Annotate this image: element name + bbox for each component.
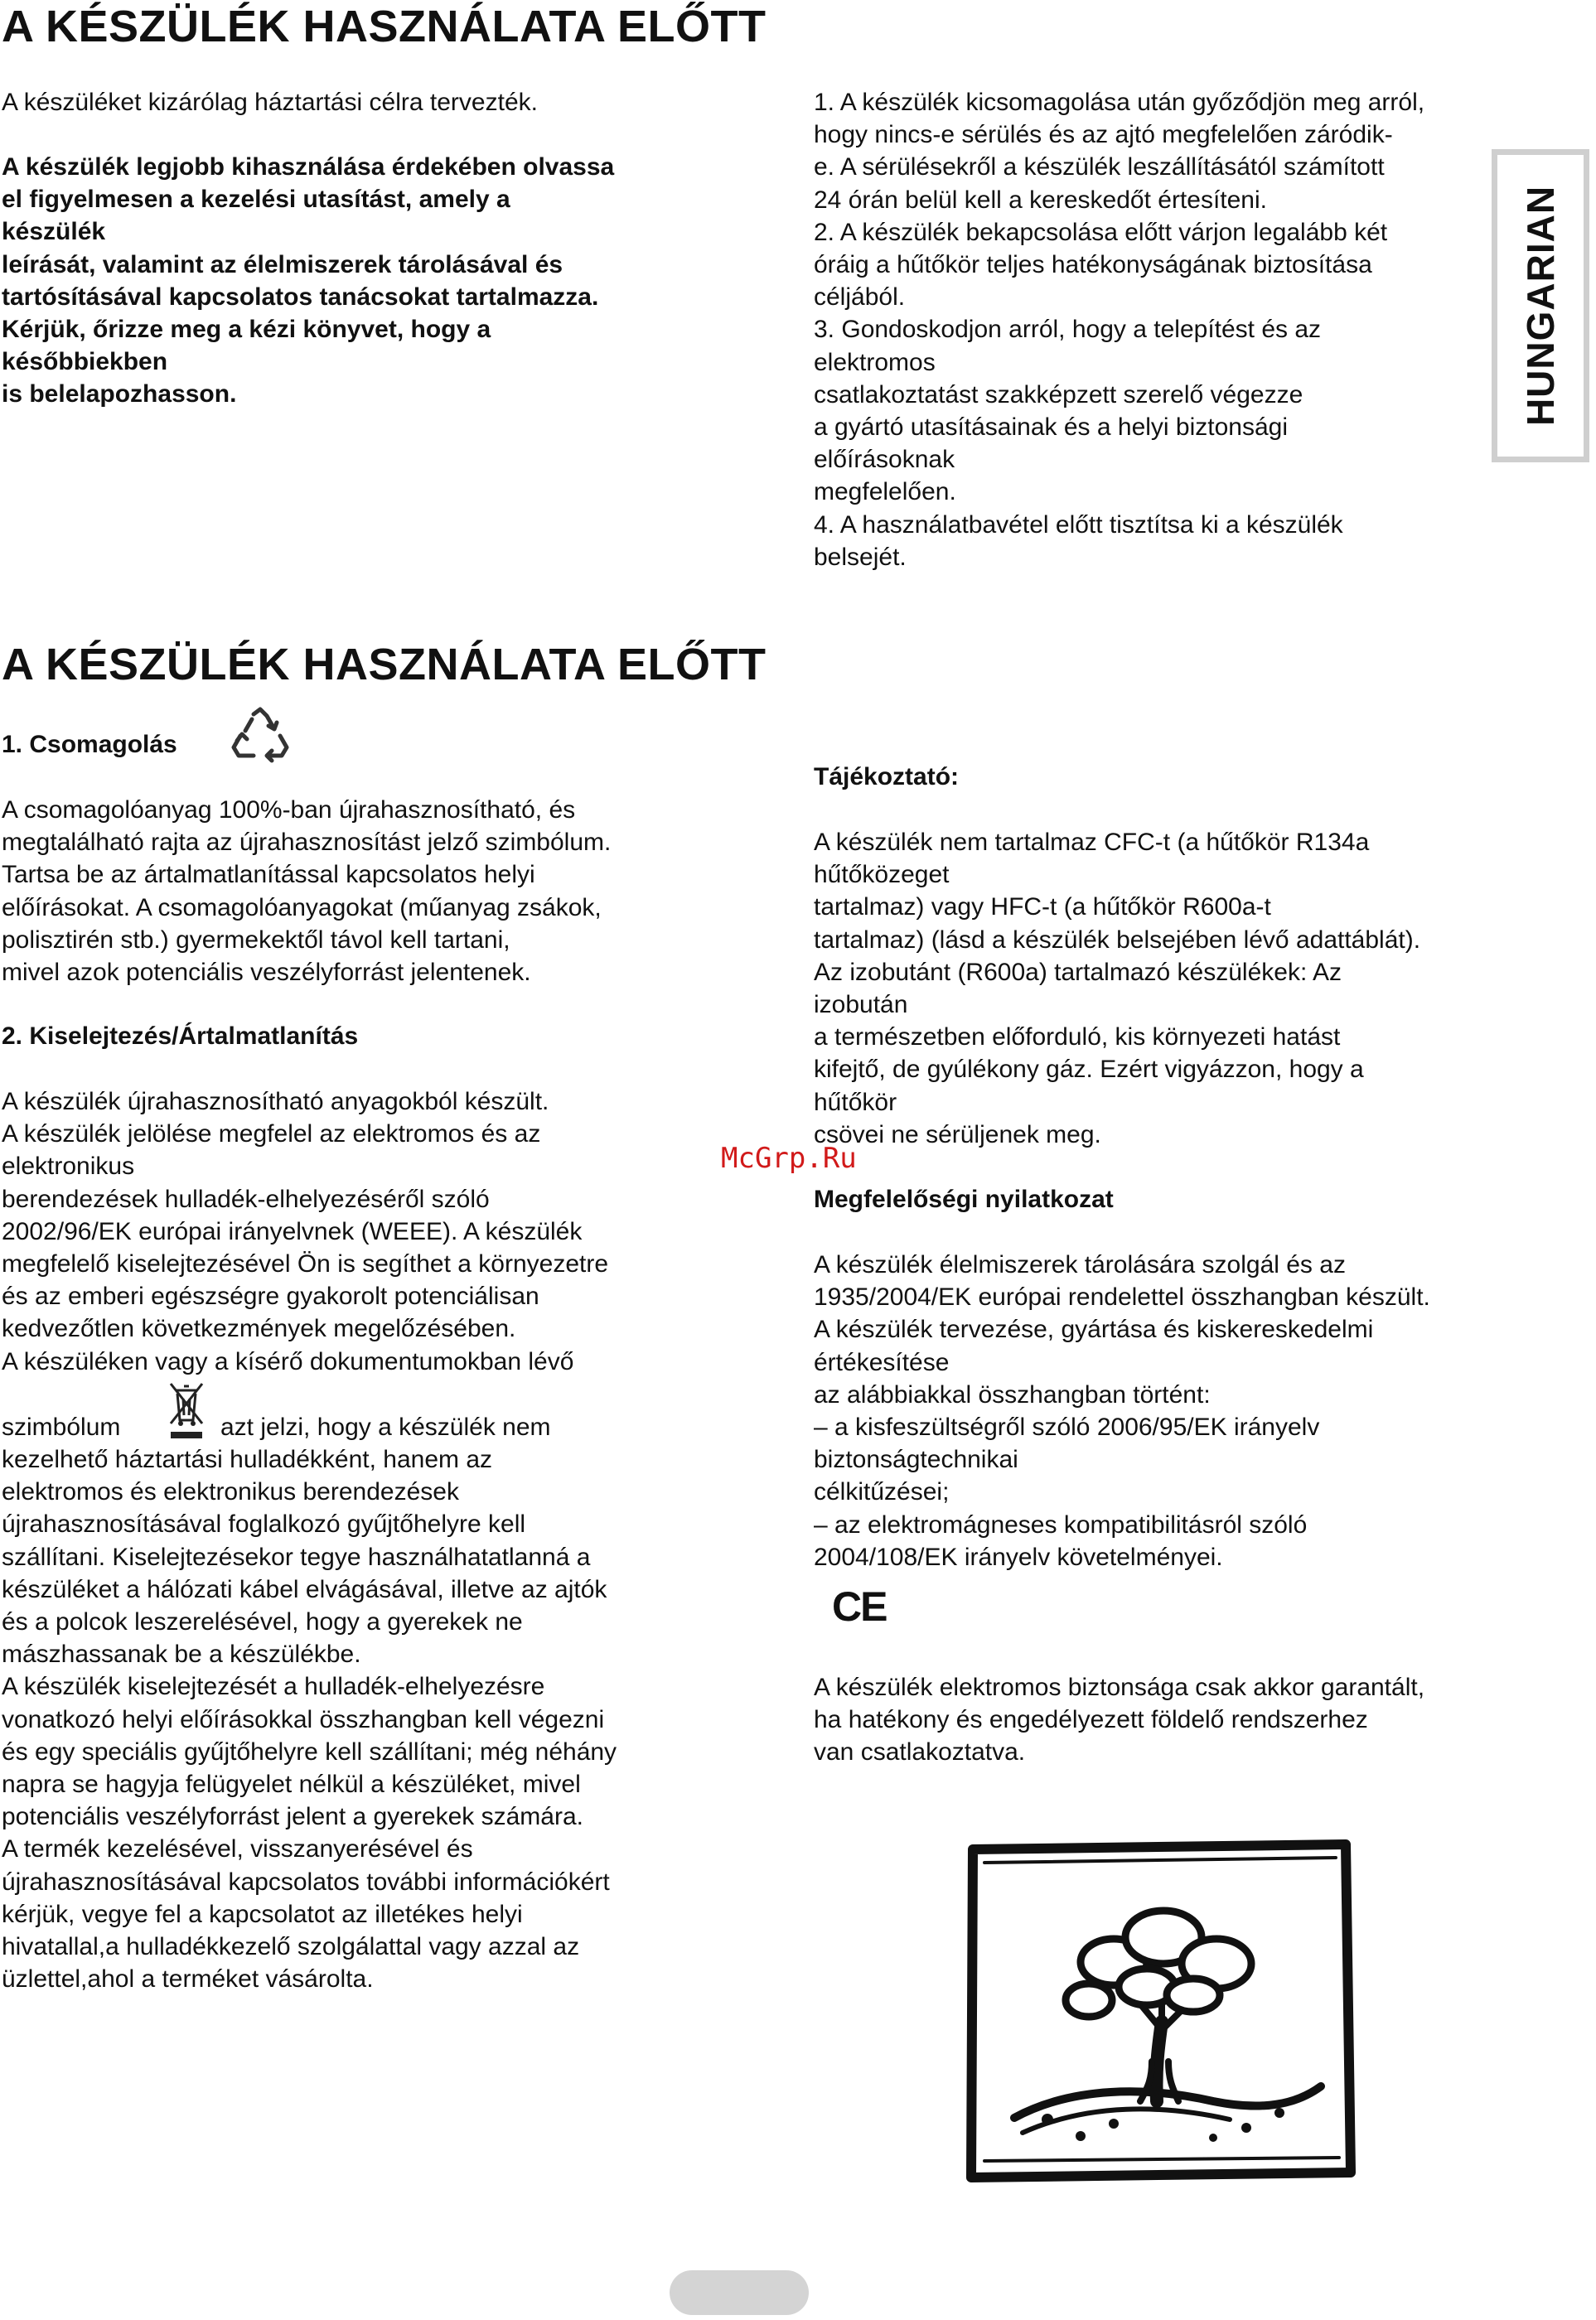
text-line: – a kisfeszültségről szóló 2006/95/EK irányelv <box>814 1414 1320 1442</box>
text-line: megfelelően. <box>814 478 956 506</box>
text-line: kérjük, vegye fel a kapcsolatot az illetékes helyi <box>2 1900 523 1928</box>
text-line: polisztirén stb.) gyermekektől távol kell tartani, <box>2 926 510 954</box>
conformity-paragraph <box>814 1249 1543 1573</box>
text-line: újrahasznosításával foglalkozó gyűjtőhelyre kell <box>2 1510 526 1539</box>
text-line: és a polcok leszerelésével, hogy a gyerekek ne <box>2 1608 523 1636</box>
text-line: A készülék nem tartalmaz CFC-t (a hűtőkör R134a <box>814 829 1370 856</box>
text-line: van csatlakoztatva. <box>814 1738 1026 1767</box>
section1-steps <box>814 86 1518 573</box>
page-number-badge <box>670 2270 809 2315</box>
text-line: tartalmaz) (lásd a készülék belsejében lévő adattáblát). <box>814 926 1421 954</box>
text-line: A készülék kiselejtezését a hulladék-elhelyezésre <box>2 1673 545 1701</box>
recycle-icon <box>229 706 292 764</box>
text-line: az alábbiakkal összhangban történt: <box>814 1380 1211 1409</box>
disposal-paragraph-a <box>2 1085 747 1378</box>
disposal-paragraph-b <box>2 1443 747 1995</box>
text-line: 1935/2004/EK európai rendelettel összhangban készült. <box>814 1283 1430 1312</box>
text-line: Kérjük, őrizze meg a kézi könyvet, hogy a <box>2 316 491 344</box>
text-line: a gyártó utasításainak és a helyi biztonsági <box>814 413 1289 442</box>
text-line: biztonságtechnikai <box>814 1446 1018 1474</box>
text-line: 2004/108/EK irányelv követelményei. <box>814 1543 1223 1571</box>
text-line: Tartsa be az ártalmatlanítással kapcsolatos helyi <box>2 861 535 889</box>
text-line: is belelapozhasson. <box>2 380 237 408</box>
text-line: kifejtő, de gyúlékony gáz. Ezért vigyázzon, hogy a <box>814 1056 1364 1084</box>
text-line: A készülék elektromos biztonsága csak akkor garantált, <box>814 1674 1425 1701</box>
disposal-title: 2. Kiselejtezés/Ártalmatlanítás <box>2 1022 359 1050</box>
text-line: 4. A használatbavétel előtt tisztítsa ki a készülék <box>814 510 1343 539</box>
text-line: kedvezőtlen következmények megelőzésében. <box>2 1315 516 1343</box>
text-line: 2. A készülék bekapcsolása előtt várjon legalább két <box>814 218 1388 246</box>
text-line: A termék kezelésével, visszanyerésével és <box>2 1835 473 1863</box>
section1-intro: A készüléket kizárólag háztartási célra tervezték. <box>2 89 538 116</box>
text-line: Az izobutánt (R600a) tartalmazó készülékek: Az <box>814 958 1342 986</box>
text-line: elektromos <box>814 348 936 376</box>
tree-illustration-icon <box>965 1838 1361 2186</box>
section1-bold-paragraph <box>2 151 747 411</box>
text-line: készüléket a hálózati kábel elvágásával, illetve az ajtók <box>2 1575 607 1603</box>
ce-mark-icon: CE <box>832 1583 887 1630</box>
text-line: kezelhető háztartási hulladékként, hanem az <box>2 1446 493 1473</box>
text-line: A készülék jelölése megfelel az elektromos és az <box>2 1120 541 1148</box>
text-line: belsejét. <box>814 543 907 571</box>
text-line: berendezések hulladék-elhelyezéséről szóló <box>2 1185 490 1213</box>
text-line: e. A sérülésekről a készülék leszállításától számított <box>814 153 1385 181</box>
text-line: újrahasznosításával kapcsolatos további információkért <box>2 1868 610 1896</box>
text-line: szállítani. Kiselejtezésekor tegye használhatatlanná a <box>2 1543 591 1571</box>
text-line: A készülék legjobb kihasználása érdekében olvassa <box>2 153 615 181</box>
text-line: csövei ne sérüljenek meg. <box>814 1120 1101 1148</box>
text-line: leírását, valamint az élelmiszerek tárolásával és <box>2 250 563 278</box>
text-line: és egy speciális gyűjtőhelyre kell szállítani; még néhány <box>2 1738 617 1766</box>
symbol-after-text: azt jelzi, hogy a készülék nem <box>220 1414 551 1441</box>
text-line: üzlettel,ahol a terméket vásárolta. <box>2 1965 374 1994</box>
text-line: hivatallal,a hulladékkezelő szolgálattal vagy azzal az <box>2 1933 580 1961</box>
text-line: 24 órán belül kell a kereskedőt értesíteni. <box>814 186 1267 214</box>
safety-paragraph <box>814 1671 1543 1769</box>
text-line: hogy nincs-e sérülés és az ajtó megfelelően záródik- <box>814 121 1393 149</box>
crossed-bin-icon <box>166 1379 207 1442</box>
text-line: mászhassanak be a készülékbe. <box>2 1641 361 1669</box>
text-line: potenciális veszélyforrást jelent a gyerekek számára. <box>2 1803 583 1831</box>
text-line: 3. Gondoskodjon arról, hogy a telepítést és az <box>814 316 1322 344</box>
text-line: megtalálható rajta az újrahasznosítást jelző szimbólum. <box>2 829 612 857</box>
watermark: McGrp.Ru <box>721 1142 857 1175</box>
text-line: A csomagolóanyag 100%-ban újrahasznosítható, és <box>2 796 576 824</box>
symbol-before-text: szimbólum <box>2 1414 121 1441</box>
text-line: a természetben előforduló, kis környezeti hatást <box>814 1023 1341 1051</box>
text-line: készülék <box>2 218 106 246</box>
text-line: elektronikus <box>2 1153 135 1181</box>
text-line: A készülék tervezése, gyártása és kiskereskedelmi <box>814 1316 1374 1344</box>
language-label: HUNGARIAN <box>1519 185 1562 427</box>
text-line: vonatkozó helyi előírásokkal összhangban kell végezni <box>2 1705 605 1733</box>
text-line: célkitűzései; <box>814 1478 950 1506</box>
text-line: hűtőközeget <box>814 861 950 889</box>
text-line: el figyelmesen a kezelési utasítást, amely a <box>2 186 510 214</box>
text-line: és az emberi egészségre gyakorolt potenciálisan <box>2 1283 539 1311</box>
text-line: 2002/96/EK európai irányelvnek (WEEE). A készülék <box>2 1217 583 1245</box>
text-line: előírásoknak <box>814 446 955 474</box>
text-line: hűtőkör <box>814 1088 897 1116</box>
text-line: értékesítése <box>814 1348 950 1376</box>
text-line: óráig a hűtőkör teljes hatékonyságának biztosítása <box>814 251 1372 279</box>
text-line: előírásokat. A csomagolóanyagokat (műanyag zsákok, <box>2 893 602 921</box>
language-tab <box>1492 149 1589 462</box>
text-line: A készülék újrahasznosítható anyagokból készült. <box>2 1088 549 1115</box>
text-line: A készülék élelmiszerek tárolására szolgál és az <box>814 1251 1346 1278</box>
text-line: céljából. <box>814 283 906 312</box>
text-line: későbbiekben <box>2 348 168 376</box>
text-line: mivel azok potenciális veszélyforrást jelentenek. <box>2 959 531 987</box>
text-line: ha hatékony és engedélyezett földelő rendszerhez <box>814 1706 1368 1734</box>
text-line: – az elektromágneses kompatibilitásról szóló <box>814 1510 1308 1539</box>
text-line: tartalmaz) vagy HFC-t (a hűtőkör R600a-t <box>814 893 1271 921</box>
info-title: Tájékoztató: <box>814 763 960 790</box>
section1-heading: A KÉSZÜLÉK HASZNÁLATA ELŐTT <box>2 2 767 51</box>
text-line: elektromos és elektronikus berendezések <box>2 1478 459 1506</box>
section2-heading: A KÉSZÜLÉK HASZNÁLATA ELŐTT <box>2 640 767 689</box>
text-line: 1. A készülék kicsomagolása után győződjön meg arról, <box>814 89 1425 116</box>
text-line: napra se hagyja felügyelet nélkül a készüléket, mivel <box>2 1771 581 1799</box>
conformity-title: Megfelelőségi nyilatkozat <box>814 1186 1114 1213</box>
text-line: megfelelő kiselejtezésével Ön is segíthet a környezetre <box>2 1250 609 1278</box>
text-line: tartósításával kapcsolatos tanácsokat tartalmazza. <box>2 283 599 311</box>
packaging-paragraph <box>2 794 747 988</box>
text-line: A készüléken vagy a kísérő dokumentumokban lévő <box>2 1347 574 1375</box>
text-line: csatlakoztatást szakképzett szerelő végezze <box>814 380 1303 408</box>
info-paragraph <box>814 826 1543 1151</box>
packaging-title: 1. Csomagolás <box>2 731 177 758</box>
text-line: izobután <box>814 991 908 1019</box>
